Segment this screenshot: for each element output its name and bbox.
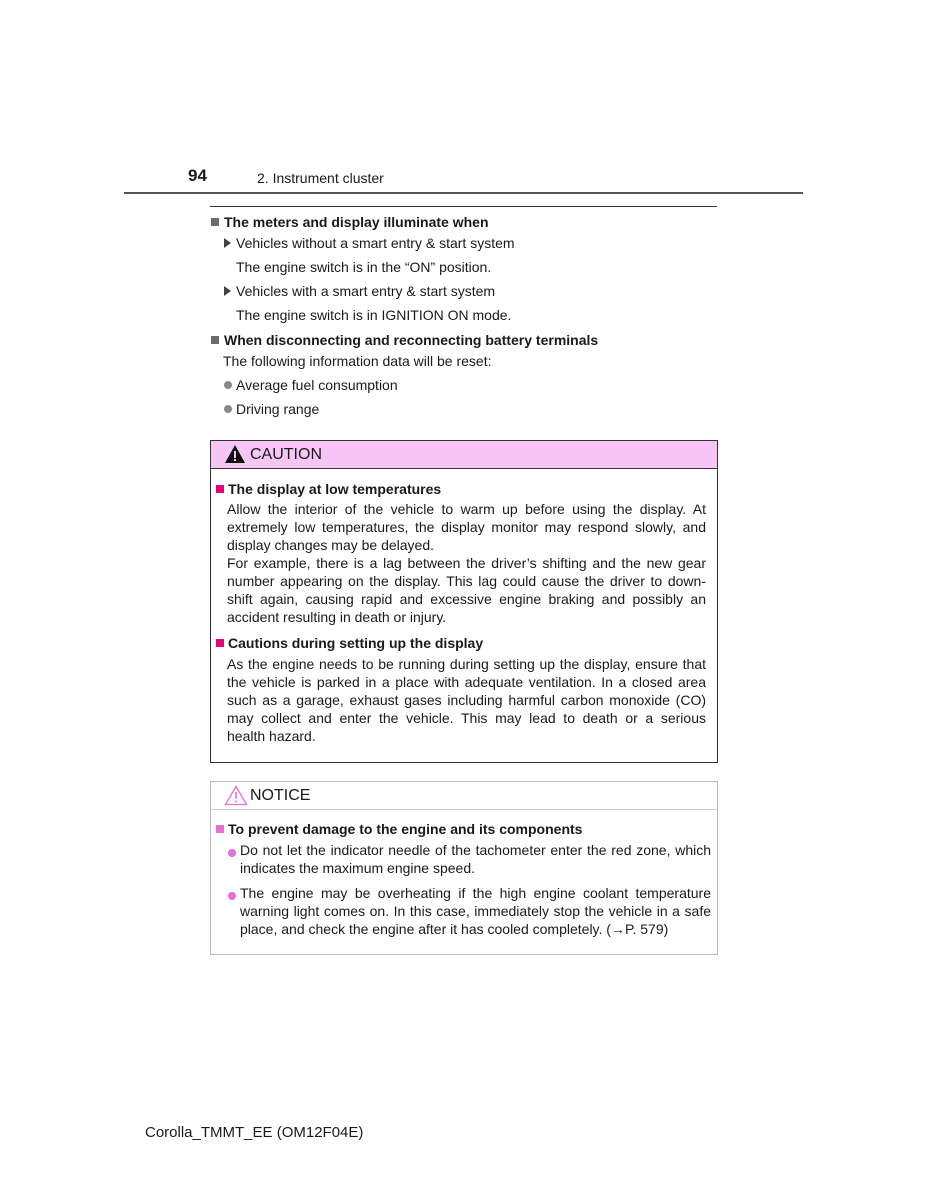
chapter-title: 2. Instrument cluster (257, 170, 384, 186)
header-divider (124, 192, 803, 194)
section-marker-icon (211, 218, 219, 226)
pink-bullet-icon (228, 888, 240, 906)
text-line: warning light comes on. In this case, immediately stop the vehicle in a safe (240, 903, 711, 919)
caution-paragraph (227, 655, 706, 745)
page-number: 94 (188, 166, 207, 185)
text-line: place, and check the engine after it has cooled completely. (→P. 579) (240, 921, 669, 937)
caution-subheading-setup: Cautions during setting up the display (216, 634, 483, 652)
text-line: Do not let the indicator needle of the tachometer enter the red zone, which (240, 842, 711, 858)
section-heading-battery: When disconnecting and reconnecting battery terminals (211, 331, 598, 349)
list-item: Vehicles with a smart entry & start system (224, 282, 495, 300)
text-line: such as a garage, exhaust gases including harmful carbon monoxide (CO) (227, 692, 706, 708)
text-line: For example, there is a lag between the driver’s shifting and the new gear (227, 555, 706, 571)
text-line: extremely low temperatures, the display monitor may respond slowly, and (227, 519, 706, 535)
list-item: Vehicles without a smart entry & start system (224, 234, 515, 252)
text-line: As the engine needs to be running during setting up the display, ensure that (227, 656, 706, 672)
notice-subheading: To prevent damage to the engine and its components (216, 820, 582, 838)
list-item-detail: The engine switch is in IGNITION ON mode. (236, 307, 512, 323)
section-divider (210, 206, 717, 207)
caution-header (211, 441, 717, 469)
warning-triangle-icon (224, 444, 246, 464)
text-line: health hazard. (227, 728, 316, 744)
notice-label: NOTICE (250, 787, 311, 804)
caution-label: CAUTION (250, 446, 322, 463)
footer-doc-id: Corolla_TMMT_EE (OM12F04E) (145, 1124, 364, 1141)
bullet-dot-icon (224, 381, 232, 389)
section-heading-illuminate: The meters and display illuminate when (211, 213, 489, 231)
text-line: indicates the maximum engine speed. (240, 860, 476, 876)
arrow-right-icon (224, 238, 231, 248)
list-item: Driving range (224, 400, 319, 418)
list-item: Average fuel consumption (224, 376, 398, 394)
caution-subheading-low-temp: The display at low temperatures (216, 480, 441, 498)
arrow-right-icon (224, 286, 231, 296)
notice-header (211, 782, 717, 810)
text-line: accident resulting in death or injury. (227, 609, 447, 625)
notice-bullet (240, 884, 711, 938)
pink-bullet-icon (228, 845, 240, 863)
text-line: The engine may be overheating if the high engine coolant temperature (240, 885, 711, 901)
text-line: number appearing on the display. This lag could cause the driver to down- (227, 573, 706, 589)
caution-marker-icon (216, 639, 224, 647)
text-line: Allow the interior of the vehicle to warm up before using the display. At (227, 501, 706, 517)
text-line: may collect and enter the vehicle. This may lead to death or a serious (227, 710, 706, 726)
text-line: display changes may be delayed. (227, 537, 435, 553)
notice-triangle-icon (224, 785, 248, 806)
notice-marker-icon (216, 825, 224, 833)
bullet-dot-icon (224, 405, 232, 413)
caution-paragraph (227, 500, 706, 626)
text-line: the vehicle is parked in a place with adequate ventilation. In a closed area (227, 674, 706, 690)
text-line: shift again, causing rapid and excessive engine braking and possibly an (227, 591, 706, 607)
notice-bullet (240, 841, 711, 877)
caution-marker-icon (216, 485, 224, 493)
section-intro: The following information data will be reset: (223, 353, 492, 369)
section-marker-icon (211, 336, 219, 344)
list-item-detail: The engine switch is in the “ON” position. (236, 259, 492, 275)
